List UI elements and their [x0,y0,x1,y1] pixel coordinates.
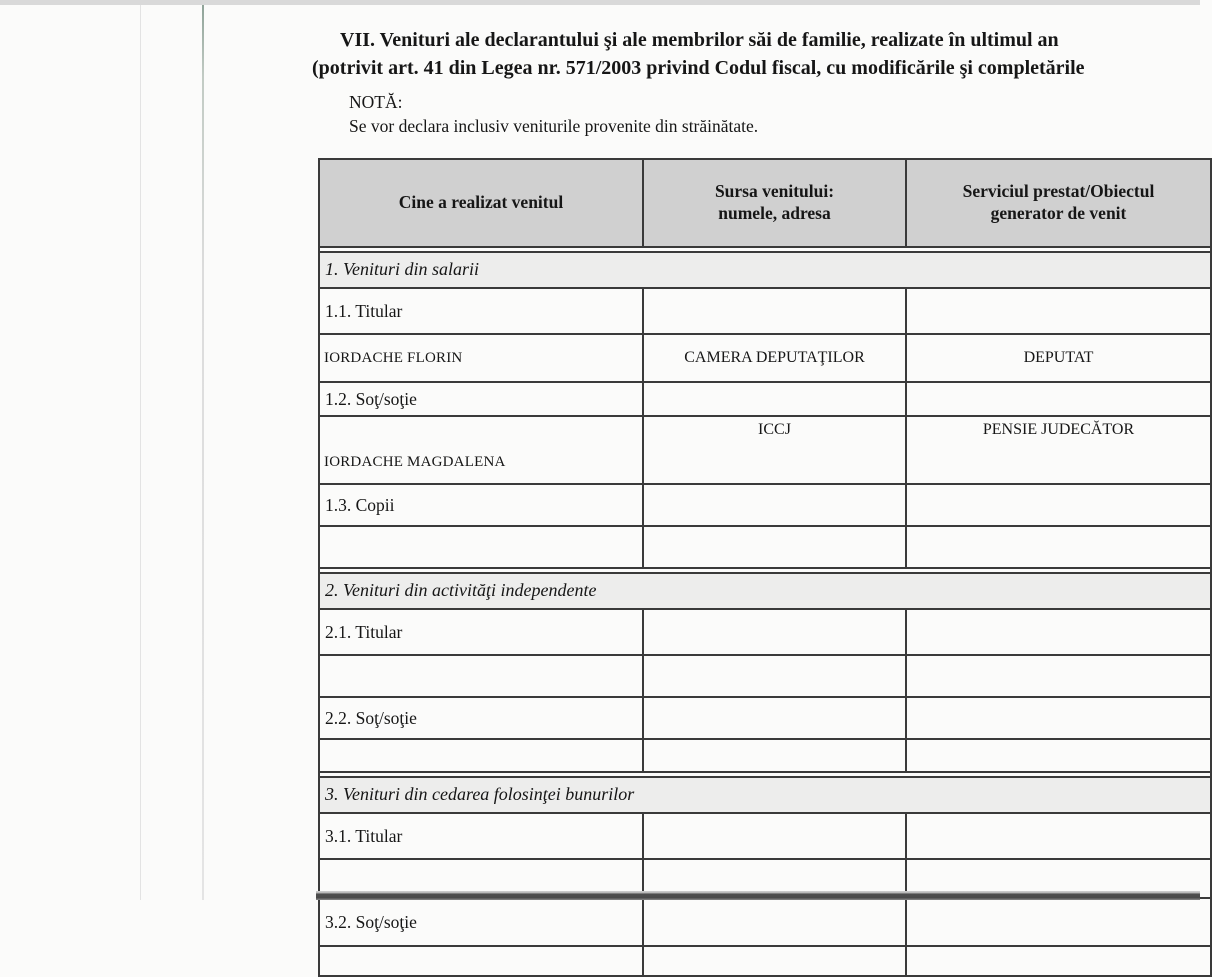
table-row-empty [319,739,1211,772]
cell-who [319,526,643,568]
table-row-empty [319,655,1211,697]
header-cell-service [906,159,1211,247]
table-row-3-1 [319,813,1211,859]
table-row-2-1 [319,609,1211,655]
table-row-1-2 [319,382,1211,416]
section-band: 3. Venituri din cedarea folosinţei bunurilor [319,777,1211,813]
section-row-3 [319,777,1211,813]
cell-source [643,697,906,739]
cell-source: CAMERA DEPUTAŢILOR [643,334,906,382]
section-vii-title [312,26,1085,82]
table-row-sotie-data [319,416,1211,484]
cell-service [906,739,1211,772]
cell-service [906,484,1211,526]
cell-who: IORDACHE FLORIN [319,334,643,382]
cell-service: PENSIE JUDECĂTOR [906,416,1211,484]
cell-who: IORDACHE MAGDALENA [319,416,643,484]
table-row-2-2 [319,697,1211,739]
cell-who [319,739,643,772]
cell-service [906,697,1211,739]
cell-who: 1.2. Soţ/soţie [319,382,643,416]
cell-service [906,609,1211,655]
cell-source [643,813,906,859]
cell-who: 3.1. Titular [319,813,643,859]
cell-source [643,898,906,946]
cell-source: ICCJ [643,416,906,484]
table-row-1-3 [319,484,1211,526]
cell-service [906,526,1211,568]
income-table [318,158,1212,977]
cell-who: 2.2. Soţ/soţie [319,697,643,739]
table-header-row [319,159,1211,247]
cell-service [906,898,1211,946]
cell-who: 1.3. Copii [319,484,643,526]
cell-service [906,288,1211,334]
note-text: Se vor declara inclusiv veniturile provenite din străinătate. [349,116,759,136]
section-row-1 [319,252,1211,288]
header-text: Sursa venitului: [714,181,835,202]
cell-who: 1.1. Titular [319,288,643,334]
cell-who: 3.2. Soţ/soţie [319,898,643,946]
top-edge-strip [0,0,1200,5]
next-row-cut-edge [316,891,1200,900]
cell-service [906,946,1211,976]
table-row-1-1 [319,288,1211,334]
cell-source [643,526,906,568]
header-text: numele, adresa [718,203,831,223]
header-text: Cine a realizat venitul [398,192,564,213]
cell-service: DEPUTAT [906,334,1211,382]
table-row-titular-data [319,334,1211,382]
cell-service [906,655,1211,697]
cell-who [319,655,643,697]
cell-service [906,813,1211,859]
title-line-1: VII. Venituri ale declarantului şi ale membrilor săi de familie, realizate în ultimul an [340,29,1059,51]
panel-divider-line [140,5,141,900]
header-text: Serviciul prestat/Obiectul [962,181,1155,202]
cell-who: 2.1. Titular [319,609,643,655]
table-row-3-2 [319,898,1211,946]
header-cell-who [319,159,643,247]
cell-who [319,946,643,976]
cell-source [643,609,906,655]
cell-service [906,382,1211,416]
header-cell-source [643,159,906,247]
section-band: 1. Venituri din salarii [319,252,1211,288]
cell-source [643,946,906,976]
cell-source [643,655,906,697]
note-label: NOTĂ: [349,92,403,112]
cell-source [643,288,906,334]
title-line-2: (potrivit art. 41 din Legea nr. 571/2003 privind Codul fiscal, cu modificările şi completările [312,57,1085,79]
section-row-2 [319,573,1211,609]
note-block [349,90,758,138]
cell-source [643,739,906,772]
table-row-empty [319,946,1211,976]
table-row-empty [319,526,1211,568]
section-band: 2. Venituri din activităţi independente [319,573,1211,609]
cell-source [643,484,906,526]
header-text: generator de venit [990,203,1127,223]
page-edge-line [202,5,204,900]
cell-source [643,382,906,416]
